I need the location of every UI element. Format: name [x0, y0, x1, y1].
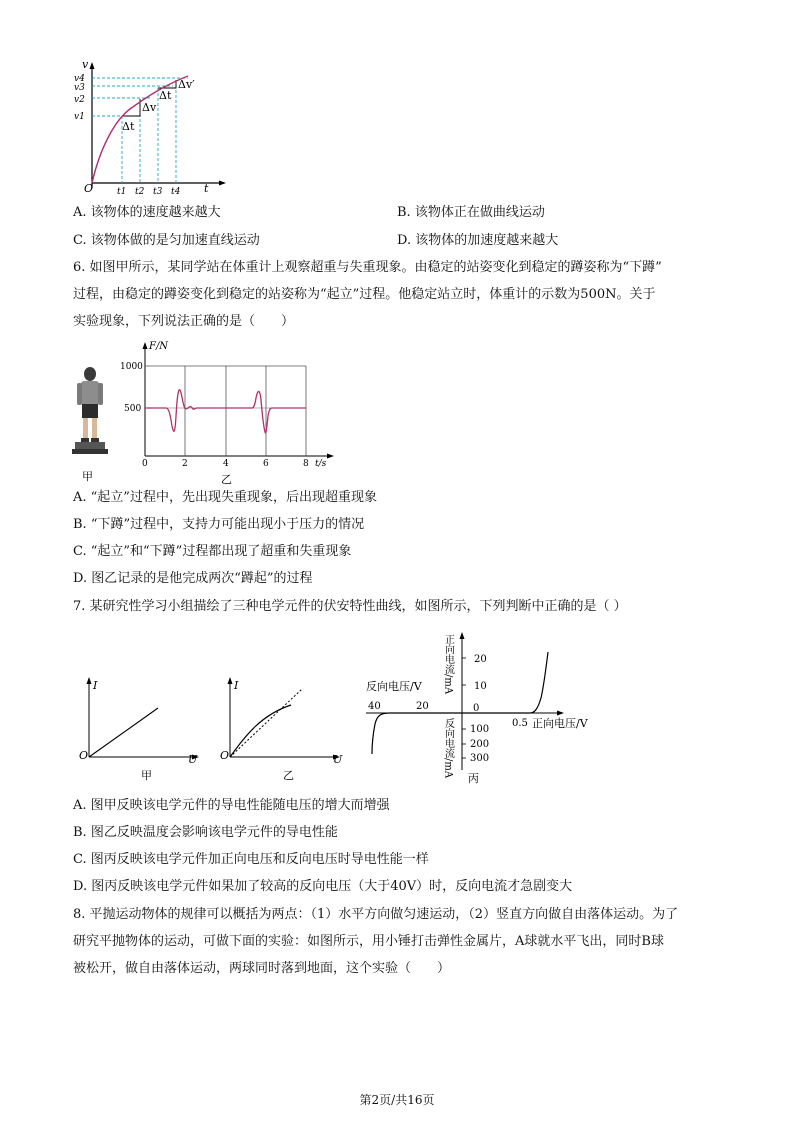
q8-stem-line-3: 被松开，做自由落体运动，两球同时落到地面，这个实验（ ） — [73, 961, 451, 976]
q8-stem-line-1: 8. 平抛运动物体的规律可以概括为两点：（1）水平方向做匀速运动，（2）竖直方向做自由落体运动。为了 — [73, 907, 679, 922]
jia-i-label: I — [93, 679, 98, 692]
bing-ticks — [462, 658, 466, 758]
v2-label: v2 — [74, 95, 85, 105]
x-tick-0: 0 — [142, 459, 148, 469]
delta-t2-label: Δt — [159, 89, 172, 102]
force-curve — [145, 390, 306, 433]
yi-o-label: O — [220, 749, 230, 762]
y-tick-1000: 1000 — [120, 362, 143, 372]
yi-u-label: U — [333, 753, 343, 766]
origin-label: O — [84, 182, 94, 195]
f-axis-label: F/N — [149, 341, 169, 352]
v4-label: v4 — [74, 74, 85, 84]
q8-stem-line-2: 研究平抛物体的运动，可做下面的实验：如图所示，用小锤打击弹性金属片，A球就水平飞出，同时B球 — [73, 934, 664, 949]
q7-option-c: C. 图丙反映该电学元件加正向电压和反向电压时导电性能一样 — [73, 852, 429, 867]
q7-option-b: B. 图乙反映温度会影响该电学元件的导电性能 — [73, 825, 338, 840]
q5-option-b: B. 该物体正在做曲线运动 — [397, 205, 545, 220]
bing-tick-100: 100 — [470, 724, 490, 735]
svg-text:反向电流/mA: 反向电流/mA — [442, 718, 454, 779]
q7-stem: 7. 某研究性学习小组描绘了三种电学元件的伏安特性曲线，如图所示，下列判断中正确的是（ ） — [73, 599, 627, 614]
force-time-graph — [112, 338, 342, 488]
t-label: t — [204, 182, 209, 195]
x-tick-8: 8 — [303, 459, 309, 469]
vt-graph-figure — [70, 58, 230, 198]
q5-option-c: C. 该物体做的是匀加速直线运动 — [73, 233, 260, 248]
v3-label: v3 — [74, 83, 85, 93]
bing-tick-300: 300 — [470, 753, 490, 764]
delta-v1-label: Δv — [142, 101, 157, 114]
q6-option-c: C. “起立”和“下蹲”过程都出现了超重和失重现象 — [73, 544, 352, 559]
bing-pos-current-label — [443, 634, 455, 695]
bing-pos-voltage-label: 正向电压/V — [532, 717, 588, 730]
bing-v-tick-40: 40 — [368, 701, 381, 712]
x-tick-6: 6 — [263, 459, 269, 469]
t4-label: t4 — [171, 187, 181, 197]
person-icon — [77, 367, 103, 442]
svg-text:正向电流/mA: 正向电流/mA — [442, 634, 454, 695]
iv-graph-yi — [216, 675, 346, 785]
jia-caption: 甲 — [141, 769, 152, 782]
q6-option-a: A. “起立”过程中，先出现失重现象，后出现超重现象 — [73, 490, 377, 505]
yi-i-label: I — [234, 679, 239, 692]
q6-stem-line-1: 6. 如图甲所示，某同学站在体重计上观察超重与失重现象。由稳定的站姿变化到稳定的蹲姿称为“下蹲” — [73, 260, 662, 275]
delta-t1-label: Δt — [122, 120, 135, 133]
q6-option-b: B. “下蹲”过程中，支持力可能出现小于压力的情况 — [73, 517, 365, 532]
v-label: v — [82, 58, 89, 71]
bing-v-tick-20: 20 — [416, 701, 429, 712]
q6-option-d: D. 图乙记录的是他完成两次“蹲起”的过程 — [73, 571, 313, 586]
q6-stem-line-3: 实验现象，下列说法正确的是（ ） — [73, 314, 295, 329]
x-tick-4: 4 — [223, 459, 229, 469]
q6-stem-line-2: 过程，由稳定的蹲姿变化到稳定的站姿称为“起立”过程。他稳定站立时，体重计的示数为500N。关于 — [73, 287, 656, 302]
guide-lines — [92, 78, 188, 183]
fig-yi-label: 乙 — [221, 473, 232, 486]
t1-label: t1 — [117, 187, 127, 197]
delta-v2-label: Δv′ — [178, 78, 195, 91]
q7-option-a: A. 图甲反映该电学元件的导电性能随电压的增大而增强 — [73, 798, 390, 813]
fig-jia-label: 甲 — [82, 470, 93, 483]
bing-neg-current-label — [443, 717, 455, 779]
page-footer: 第2页/共16页 — [359, 1093, 435, 1107]
yi-tangent-line — [230, 689, 302, 757]
bing-neg-voltage-label: 反向电压/V — [366, 680, 422, 693]
bing-caption: 丙 — [468, 772, 479, 785]
q5-option-d: D. 该物体的加速度越来越大 — [397, 233, 559, 248]
bing-tick-200: 200 — [470, 739, 490, 750]
q7-option-d: D. 图丙反映该电学元件如果加了较高的反向电压（大于40V）时，反向电流才急剧变大 — [73, 879, 573, 894]
iv-graph-jia — [75, 675, 205, 785]
bing-tick-10: 10 — [474, 681, 487, 692]
bing-tick-0: 0 — [473, 703, 480, 714]
t3-label: t3 — [153, 187, 163, 197]
scale-icon — [72, 442, 108, 454]
bing-tick-20: 20 — [474, 654, 487, 665]
y-tick-500: 500 — [124, 404, 142, 414]
jia-u-label: U — [188, 753, 198, 766]
x-tick-2: 2 — [182, 459, 188, 469]
bing-v-tick-0.5: 0.5 — [512, 718, 528, 729]
iv-graph-bing — [360, 630, 605, 785]
v1-label: v1 — [74, 112, 85, 122]
jia-o-label: O — [79, 749, 89, 762]
x-axis-label: t/s — [315, 459, 327, 469]
person-on-scale-figure — [70, 362, 110, 488]
t2-label: t2 — [135, 187, 145, 197]
yi-caption: 乙 — [283, 769, 294, 782]
q5-option-a: A. 该物体的速度越来越大 — [73, 205, 221, 220]
jia-iv-line — [89, 708, 158, 757]
yi-iv-curve — [230, 705, 291, 757]
